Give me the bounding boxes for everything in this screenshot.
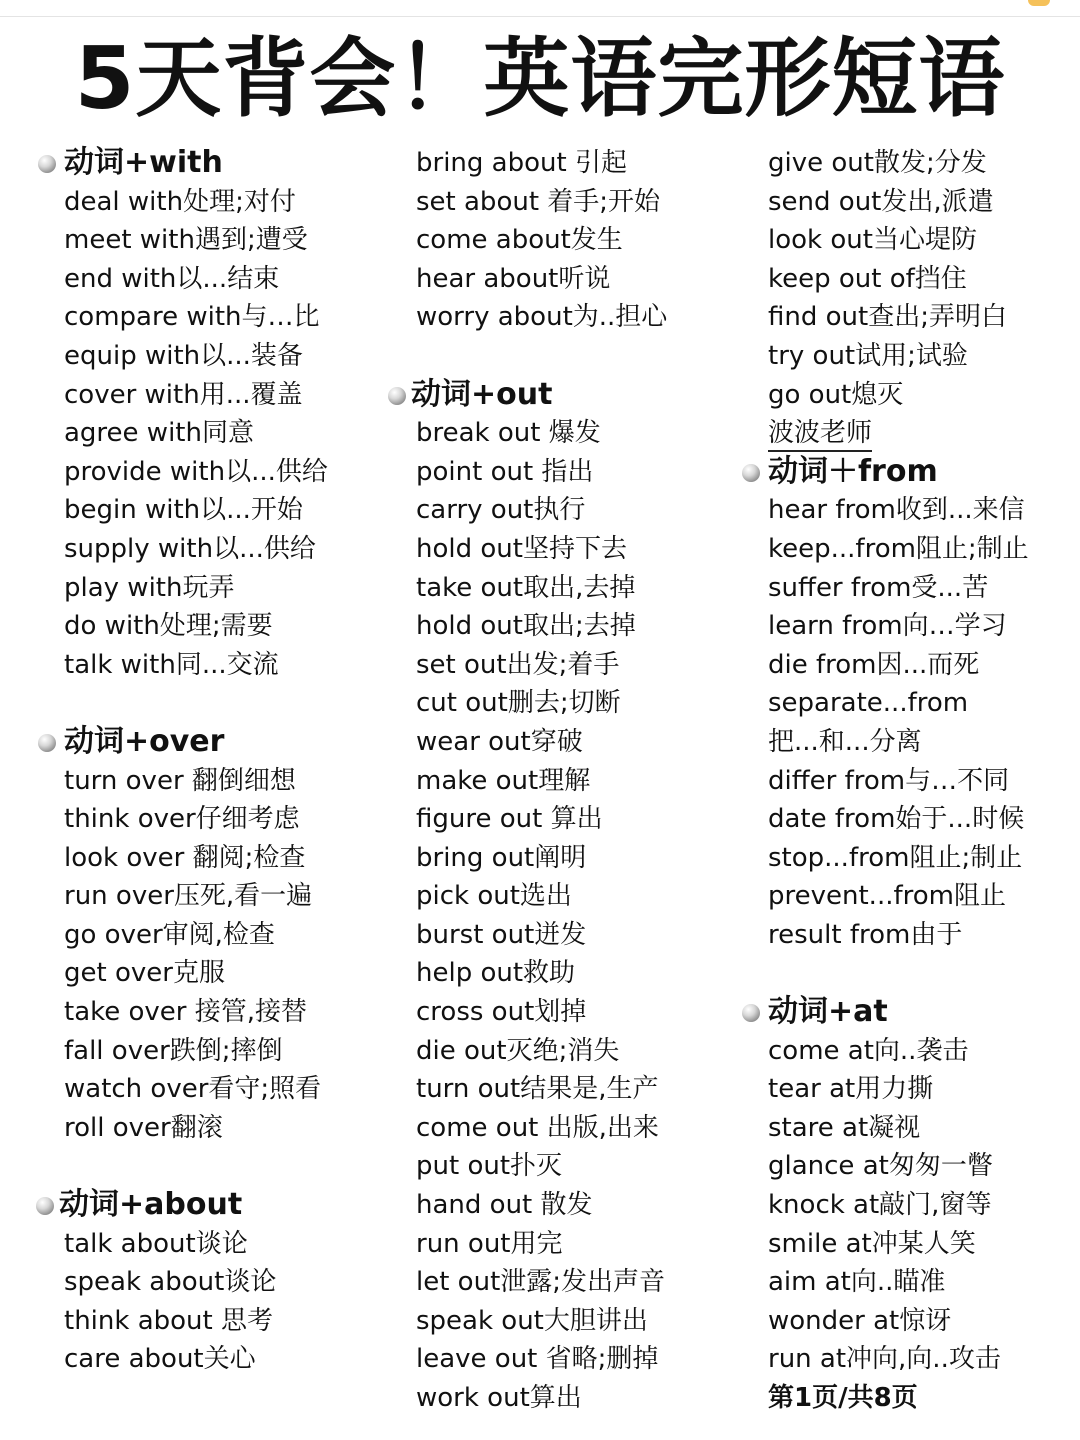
phrase-item xyxy=(740,221,1080,260)
status-dot xyxy=(1028,0,1050,6)
phrase-text: meet with遇到;遭受 xyxy=(64,225,308,256)
column-3 xyxy=(740,144,1080,1418)
phrase-item xyxy=(740,646,1080,685)
section-spacer xyxy=(36,684,376,723)
phrase-text: provide with以...供给 xyxy=(64,456,328,487)
phrase-text: think over仔细考虑 xyxy=(64,804,300,835)
phrase-text: bring about 引起 xyxy=(416,148,627,178)
phrase-text: play with玩弄 xyxy=(64,572,235,603)
phrase-item xyxy=(36,376,376,415)
phrase-item xyxy=(388,221,728,260)
phrase-item xyxy=(388,144,728,183)
phrase-item xyxy=(740,877,1080,916)
phrase-item xyxy=(740,376,1080,415)
phrase-text: smile at冲某人笑 xyxy=(768,1228,976,1259)
phrase-text: go out熄灭 xyxy=(768,379,904,410)
bullet-icon xyxy=(38,155,56,173)
phrase-text: work out算出 xyxy=(416,1383,582,1413)
section-heading xyxy=(388,376,728,415)
phrase-text: date from始于...时候 xyxy=(768,804,1025,835)
phrase-item xyxy=(36,646,376,685)
phrase-text: tear at用力撕 xyxy=(768,1074,934,1105)
phrase-text: compare with与…比 xyxy=(64,302,320,333)
phrase-text: begin with以...开始 xyxy=(64,495,303,526)
phrase-text: let out泄露;发出声音 xyxy=(416,1267,666,1298)
phrase-text: prevent...from阻止 xyxy=(768,881,1006,912)
phrase-item xyxy=(388,839,728,878)
phrase-text: pick out选出 xyxy=(416,881,572,912)
phrase-text: carry out执行 xyxy=(416,495,586,526)
phrase-item xyxy=(36,1070,376,1109)
phrase-item xyxy=(740,916,1080,955)
phrase-item xyxy=(740,491,1080,530)
phrase-text: glance at匆匆一瞥 xyxy=(768,1151,993,1182)
phrase-item xyxy=(740,183,1080,222)
phrase-text: bring out阐明 xyxy=(416,842,587,873)
phrase-item xyxy=(388,1109,728,1148)
phrase-text: end with以...结束 xyxy=(64,263,280,294)
phrase-text: watch over看守;照看 xyxy=(64,1074,322,1105)
phrase-item xyxy=(388,646,728,685)
phrase-item xyxy=(388,491,728,530)
phrase-text: wonder at惊讶 xyxy=(768,1305,952,1336)
phrase-text: talk about谈论 xyxy=(64,1228,248,1259)
phrase-text: turn out结果是,生产 xyxy=(416,1074,659,1105)
phrase-text: make out理解 xyxy=(416,765,591,796)
phrase-text: agree with同意 xyxy=(64,418,254,449)
phrase-text: stare at凝视 xyxy=(768,1112,921,1143)
phrase-text: break out 爆发 xyxy=(416,418,601,449)
phrase-item xyxy=(36,298,376,337)
phrase-text: think about 思考 xyxy=(64,1305,273,1336)
phrase-text: give out散发;分发 xyxy=(768,148,987,178)
phrase-text: hear about听说 xyxy=(416,263,611,294)
phrase-item xyxy=(388,453,728,492)
phrase-item xyxy=(388,993,728,1032)
phrase-text: look over 翻阅;检查 xyxy=(64,842,306,873)
phrase-item xyxy=(36,530,376,569)
phrase-item xyxy=(36,916,376,955)
section-heading-text: 动词+about xyxy=(59,1187,243,1223)
phrase-item xyxy=(388,916,728,955)
phrase-item xyxy=(388,414,728,453)
phrase-item xyxy=(36,1340,376,1379)
phrase-item xyxy=(36,800,376,839)
phrase-text: come at向..袭击 xyxy=(768,1035,969,1066)
phrase-item xyxy=(388,1225,728,1264)
phrase-text: care about关心 xyxy=(64,1344,256,1375)
phrase-item xyxy=(740,144,1080,183)
phrase-item xyxy=(388,684,728,723)
phrase-text: hold out坚持下去 xyxy=(416,533,627,564)
page-title: 5天背会！英语完形短语 xyxy=(74,29,1006,129)
phrase-text: run out用完 xyxy=(416,1228,563,1259)
phrase-item xyxy=(740,1225,1080,1264)
phrase-text: die from因...而死 xyxy=(768,649,980,680)
phrase-text: take out取出,去掉 xyxy=(416,572,636,603)
phrase-item xyxy=(388,260,728,299)
author-link-text[interactable]: 波波老师 xyxy=(768,418,872,452)
phrase-item xyxy=(36,993,376,1032)
section-heading xyxy=(36,144,376,183)
phrase-text: try out试用;试验 xyxy=(768,340,968,371)
phrase-text: point out 指出 xyxy=(416,456,594,487)
phrase-text: cover with用...覆盖 xyxy=(64,379,303,410)
phrase-item xyxy=(388,762,728,801)
phrase-item xyxy=(388,1186,728,1225)
top-divider xyxy=(0,16,1080,17)
section-spacer xyxy=(740,954,1080,993)
page-indicator xyxy=(740,1379,1080,1418)
phrase-item xyxy=(740,530,1080,569)
section-heading-text: 动词+over xyxy=(64,723,225,759)
phrase-text: differ from与…不同 xyxy=(768,765,1010,796)
phrase-text: get over克服 xyxy=(64,958,225,989)
phrase-item xyxy=(36,453,376,492)
phrase-text: stop...from阻止;制止 xyxy=(768,842,1023,873)
phrase-item xyxy=(740,607,1080,646)
phrase-text: cut out删去;切断 xyxy=(416,688,621,719)
phrase-text: speak about谈论 xyxy=(64,1267,277,1298)
section-heading-text: 动词+out xyxy=(411,376,553,412)
phrase-item xyxy=(388,1302,728,1341)
phrase-text: hold out取出;去掉 xyxy=(416,611,636,642)
phrase-item xyxy=(36,839,376,878)
phrase-item xyxy=(740,1340,1080,1379)
phrase-item xyxy=(36,221,376,260)
phrase-item xyxy=(740,1147,1080,1186)
section-heading xyxy=(36,723,376,762)
phrase-text: turn over 翻倒细想 xyxy=(64,765,296,796)
phrase-item xyxy=(388,183,728,222)
phrase-item xyxy=(36,1263,376,1302)
section-heading xyxy=(740,453,1080,492)
phrase-item xyxy=(388,1147,728,1186)
phrase-text: suffer from受...苦 xyxy=(768,572,989,603)
phrase-text: die out灭绝;消失 xyxy=(416,1035,620,1066)
phrase-item xyxy=(388,530,728,569)
phrase-item xyxy=(36,260,376,299)
section-spacer xyxy=(36,1147,376,1186)
phrase-text: take over 接管,接替 xyxy=(64,997,308,1028)
section-heading-text: 动词+at xyxy=(768,994,888,1030)
phrase-item xyxy=(740,839,1080,878)
phrase-item xyxy=(740,762,1080,801)
phrase-text: hand out 散发 xyxy=(416,1190,593,1221)
phrase-item xyxy=(388,954,728,993)
bullet-icon xyxy=(388,387,406,405)
column-2 xyxy=(388,144,728,1418)
phrase-item xyxy=(36,414,376,453)
phrase-item xyxy=(36,1302,376,1341)
phrase-item xyxy=(36,1109,376,1148)
phrase-text: result from由于 xyxy=(768,919,963,950)
phrase-text: keep...from阻止;制止 xyxy=(768,533,1029,564)
phrase-text: run over压死,看一遍 xyxy=(64,881,313,912)
phrase-text: equip with以...装备 xyxy=(64,340,303,371)
phrase-text: set about 着手;开始 xyxy=(416,186,661,217)
phrase-item xyxy=(740,337,1080,376)
phrase-text: find out查出;弄明白 xyxy=(768,302,1007,333)
phrase-item xyxy=(36,491,376,530)
page-indicator-text: 第1页/共8页 xyxy=(768,1383,918,1413)
section-heading xyxy=(36,1186,376,1225)
author-link xyxy=(740,414,1080,453)
column-1 xyxy=(36,144,376,1379)
phrase-item xyxy=(36,569,376,608)
phrase-text: go over审阅,检查 xyxy=(64,919,275,950)
phrase-item xyxy=(36,1032,376,1071)
phrase-text: aim at向..瞄准 xyxy=(768,1267,946,1298)
phrase-item xyxy=(388,298,728,337)
phrase-item xyxy=(388,1340,728,1379)
phrase-item xyxy=(36,1225,376,1264)
phrase-text: separate...from xyxy=(768,688,969,719)
phrase-item xyxy=(36,337,376,376)
phrase-item xyxy=(388,1379,728,1418)
phrase-item xyxy=(388,607,728,646)
phrase-text: hear from收到...来信 xyxy=(768,495,1025,526)
phrase-text: fall over跌倒;摔倒 xyxy=(64,1035,283,1066)
bullet-icon xyxy=(38,734,56,752)
phrase-item xyxy=(740,684,1080,723)
phrase-text: deal with处理;对付 xyxy=(64,186,296,217)
section-heading xyxy=(740,993,1080,1032)
section-spacer xyxy=(388,337,728,376)
phrase-text: keep out of挡住 xyxy=(768,263,967,294)
phrase-item xyxy=(388,877,728,916)
phrase-text: worry about为..担心 xyxy=(416,302,668,333)
phrase-item xyxy=(36,183,376,222)
phrase-text: talk with同...交流 xyxy=(64,649,279,680)
phrase-text: burst out迸发 xyxy=(416,919,587,950)
phrase-item xyxy=(740,1302,1080,1341)
phrase-text: learn from向…学习 xyxy=(768,611,1007,642)
phrase-item xyxy=(740,723,1080,762)
phrase-text: send out发出,派遣 xyxy=(768,186,994,217)
bullet-icon xyxy=(742,464,760,482)
phrase-item xyxy=(388,1070,728,1109)
phrase-item xyxy=(740,1263,1080,1302)
phrase-item xyxy=(740,1070,1080,1109)
phrase-text: set out出发;着手 xyxy=(416,649,620,680)
bullet-icon xyxy=(36,1197,54,1215)
phrase-text: put out扑灭 xyxy=(416,1151,563,1182)
phrase-text: look out当心堤防 xyxy=(768,225,977,256)
phrase-text: come about发生 xyxy=(416,225,623,256)
phrase-text: supply with以...供给 xyxy=(64,533,316,564)
phrase-item xyxy=(388,800,728,839)
phrase-text: run at冲向,向..攻击 xyxy=(768,1344,1001,1375)
phrase-item xyxy=(740,1032,1080,1071)
phrase-item xyxy=(388,1263,728,1302)
phrase-item xyxy=(388,723,728,762)
phrase-text: do with处理;需要 xyxy=(64,611,273,642)
bullet-icon xyxy=(742,1004,760,1022)
phrase-text: knock at敲门,窗等 xyxy=(768,1190,992,1221)
phrase-text: speak out大胆讲出 xyxy=(416,1305,648,1336)
phrase-text: cross out划掉 xyxy=(416,997,587,1028)
phrase-item xyxy=(36,762,376,801)
phrase-item xyxy=(388,1032,728,1071)
section-heading-text: 动词+with xyxy=(64,145,223,180)
phrase-item xyxy=(740,298,1080,337)
phrase-item xyxy=(36,877,376,916)
phrase-text: wear out穿破 xyxy=(416,726,583,757)
phrase-text: 把...和...分离 xyxy=(768,726,922,757)
phrase-text: figure out 算出 xyxy=(416,804,603,835)
phrase-text: help out救助 xyxy=(416,958,576,989)
phrase-item xyxy=(740,800,1080,839)
phrase-item xyxy=(36,607,376,646)
phrase-text: come out 出版,出来 xyxy=(416,1112,659,1143)
phrase-item xyxy=(740,1186,1080,1225)
phrase-item xyxy=(740,260,1080,299)
phrase-item xyxy=(388,569,728,608)
phrase-text: leave out 省略;删掉 xyxy=(416,1344,659,1375)
phrase-item xyxy=(740,569,1080,608)
phrase-item xyxy=(36,954,376,993)
section-heading-text: 动词＋from xyxy=(768,453,938,489)
phrase-text: roll over翻滚 xyxy=(64,1112,223,1143)
phrase-item xyxy=(740,1109,1080,1148)
